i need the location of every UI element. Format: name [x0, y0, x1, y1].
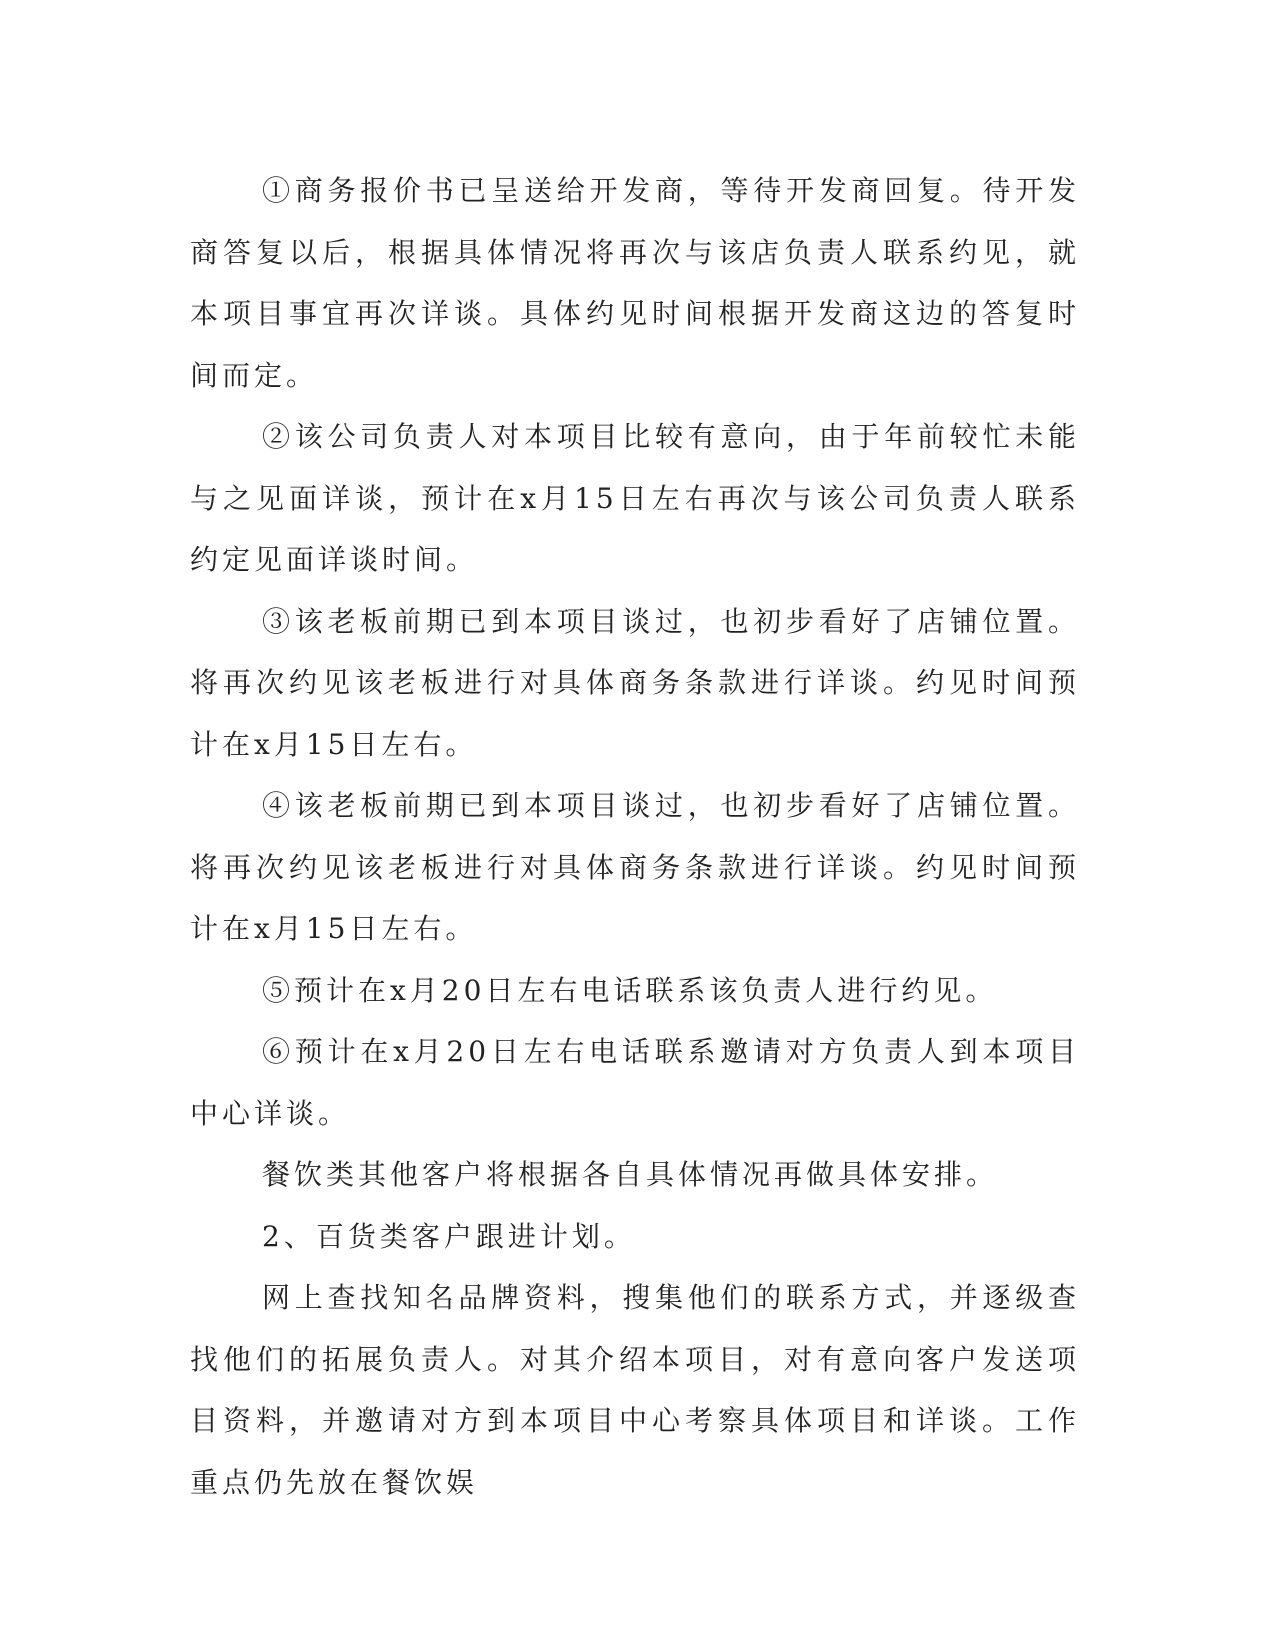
paragraph-item-4-boss-negotiation: ④该老板前期已到本项目谈过，也初步看好了店铺位置。将再次约见该老板进行对具体商务条款进行详谈。约见时间预计在x月15日左右。	[190, 789, 1080, 945]
paragraph-item-2-company-meeting: ②该公司负责人对本项目比较有意向，由于年前较忙未能与之见面详谈，预计在x月15日左右再次与该公司负责人联系约定见面详谈时间。	[190, 420, 1080, 576]
paragraph-item-1-quote-followup: ①商务报价书已呈送给开发商，等待开发商回复。待开发商答复以后，根据具体情况将再次与该店负责人联系约见，就本项目事宜再次详谈。具体约见时间根据开发商这边的答复时间而定。	[190, 174, 1080, 392]
paragraph-item-3-boss-negotiation: ③该老板前期已到本项目谈过，也初步看好了店铺位置。将再次约见该老板进行对具体商务条款进行详谈。约见时间预计在x月15日左右。	[190, 604, 1080, 761]
paragraph-other-catering-clients: 餐饮类其他客户将根据各自具体情况再做具体安排。	[262, 1158, 999, 1191]
document-body	[190, 160, 1080, 1513]
paragraph-brand-research: 网上查找知名品牌资料，搜集他们的联系方式，并逐级查找他们的拓展负责人。对其介绍本项目，对有意向客户发送项目资料，并邀请对方到本项目中心考察具体项目和详谈。工作重点仍先放在餐饮娱	[190, 1281, 1080, 1499]
paragraph-item-5-phone-contact: ⑤预计在x月20日左右电话联系该负责人进行约见。	[262, 973, 998, 1007]
section-heading-department-store: 2、百货类客户跟进计划。	[262, 1219, 636, 1253]
paragraph-item-6-invitation: ⑥预计在x月20日左右电话联系邀请对方负责人到本项目中心详谈。	[190, 1035, 1080, 1130]
